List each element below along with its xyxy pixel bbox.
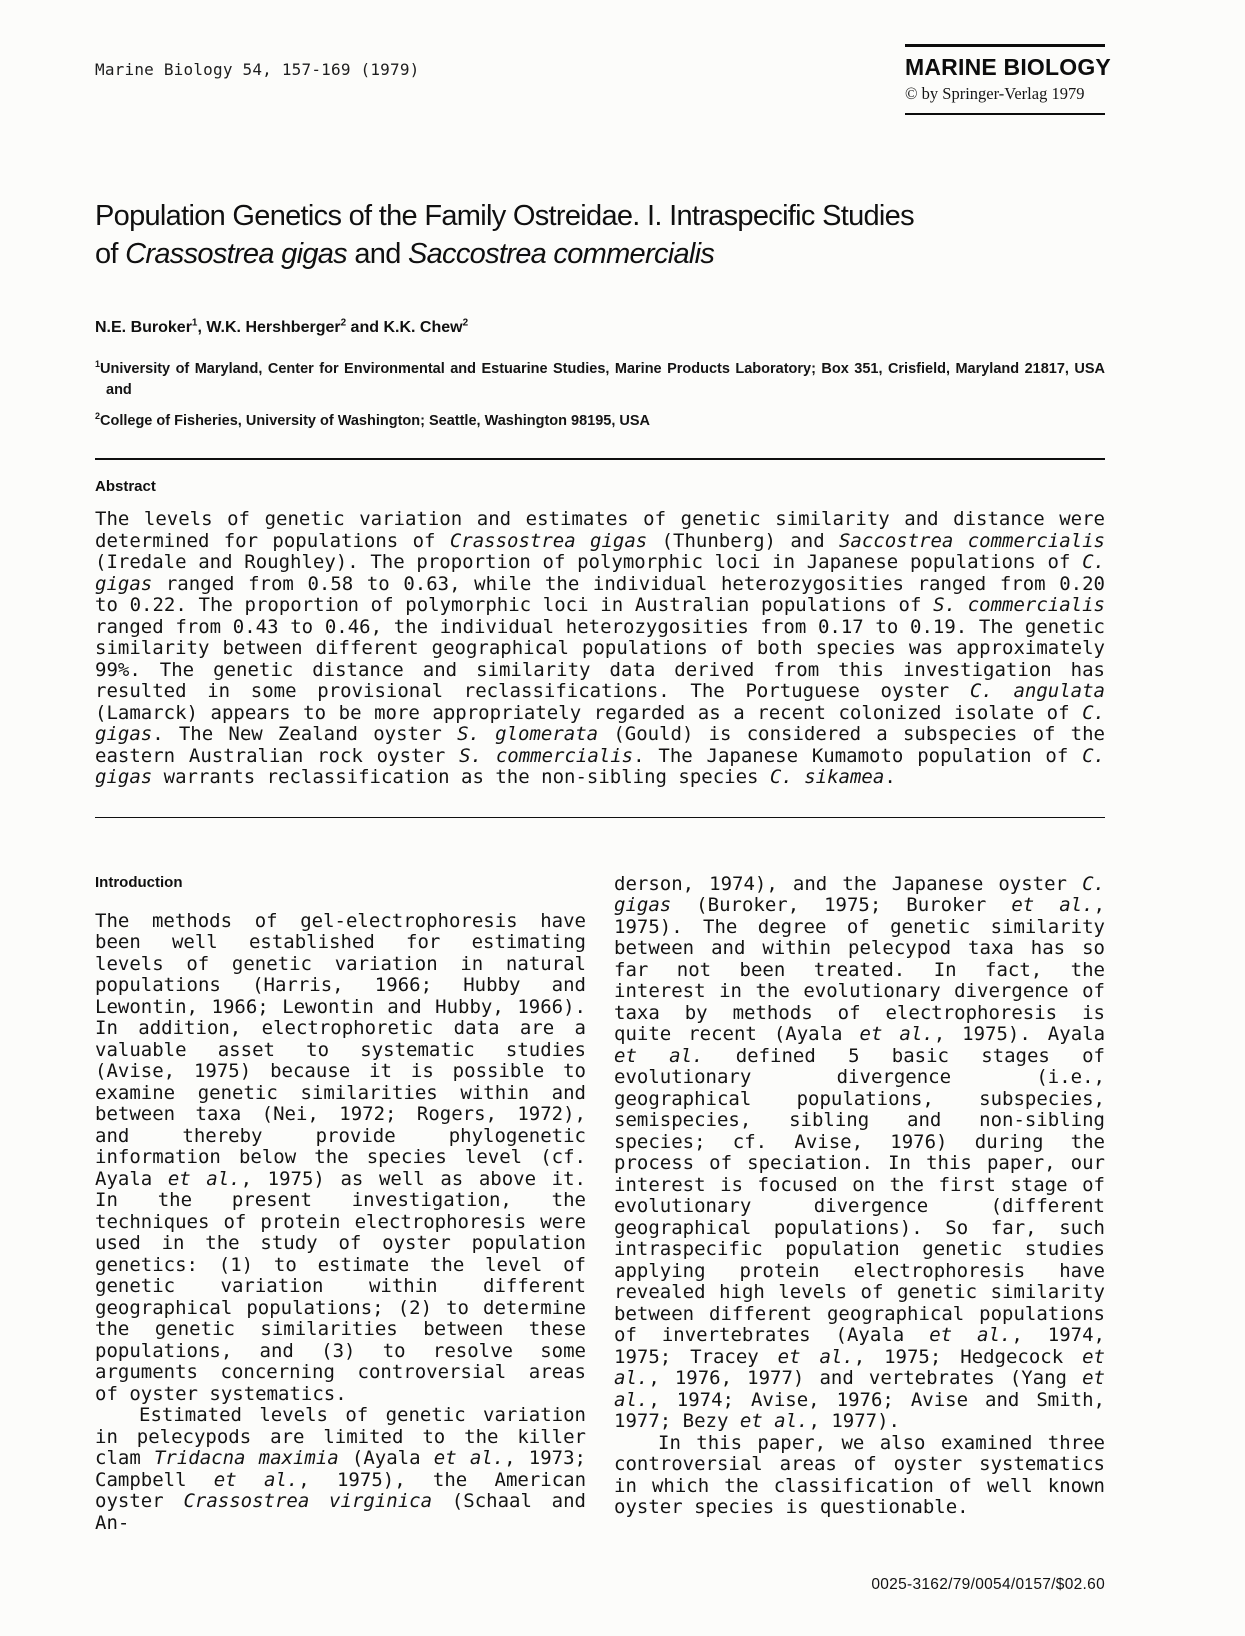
introduction-heading: Introduction [95, 873, 183, 891]
page-footer [871, 1576, 1105, 1594]
two-column-body [95, 874, 1105, 1535]
affiliation-1: $^1$University of Maryland, Center for Environmental and Estuarine Studies, Marine Products Laboratory; Box 351, Crisfield, Maryland 21817, USA and [95, 359, 1105, 398]
intro-paragraph-2: Estimated levels of genetic variation in pelecypods are limited to the killer clam Tridacna maximia (Ayala et al., 1973; Campbell et al., 1975), the American oyster Crassostrea virginica (Schaal and An- [95, 1404, 587, 1534]
abstract-heading: Abstract [95, 478, 156, 495]
masthead-bottom-rule [905, 113, 1105, 115]
journal-citation: Marine Biology 54, 157-169 (1979) [95, 60, 420, 79]
abstract-top-divider [95, 458, 1105, 460]
article-price-code: 0025-3162/79/0054/0157/$02.60 [871, 1576, 1105, 1593]
intro-paragraph-4: In this paper, we also examined three controversial areas of oyster systematics in which the classification of well known oyster species is questionable. [614, 1431, 1105, 1518]
intro-paragraph-3: derson, 1974), and the Japanese oyster C. gigas (Buroker, 1975; Buroker et al., 1975). The degree of genetic similarity between and within pelecypod taxa has so far not been treated. In fact, the interest in the evolutionary divergence of taxa by methods of electrophoresis is quite recent (Ayala et al., 1975). Ayala et al. defined 5 basic stages of evolutionary divergence (i.e., geographical populations, subspecies, semispecies, sibling and non-sibling species; cf. Avise, 1976) during the process of speciation. In this paper, our interest is focused on the first stage of evolutionary divergence (different geographical populations). So far, such intraspecific population genetic studies applying protein electrophoresis have revealed high levels of genetic similarity between different geographical populations of invertebrates (Ayala et al., 1974, 1975; Tracey et al., 1975; Hedgecock et al., 1976, 1977) and vertebrates (Yang et al., 1974; Avise, 1976; Avise and Smith, 1977; Bezy et al., 1977). [614, 872, 1106, 1432]
page-header [95, 44, 1111, 115]
copyright-line: © by Springer-Verlag 1979 [905, 84, 1085, 103]
abstract-body: The levels of genetic variation and estimates of genetic similarity and distance were determined for populations of Crassostrea gigas (Thunberg) and Saccostrea commercialis (Iredale and Roughley). The proportion of polymorphic loci in Japanese populations of C. gigas ranged from 0.58 to 0.63, while the individual heterozygosities ranged from 0.20 to 0.22. The proportion of polymorphic loci in Australian populations of S. commercialis ranged from 0.43 to 0.46, the individual heterozygosities from 0.17 to 0.19. The genetic similarity between different geographical populations of both species was approximately 99%. The genetic distance and similarity data derived from this investigation has resulted in some provisional reclassifications. The Portuguese oyster C. angulata (Lamarck) appears to be more appropriately regarded as a recent colonized isolate of C. gigas. The New Zealand oyster S. glomerata (Gould) is considered a subspecies of the eastern Australian rock oyster S. commercialis. The Japanese Kumamoto population of C. gigas warrants reclassification as the non-sibling species C. sikamea. [95, 508, 1105, 788]
abstract-bottom-divider [95, 817, 1105, 818]
authors-line: N.E. Buroker$^1$, W.K. Hershberger$^2$ and K.K. Chew$^2$ [95, 317, 469, 336]
masthead-top-rule [905, 44, 1105, 47]
left-column [95, 874, 586, 1535]
journal-name: MARINE BIOLOGY [905, 54, 1111, 80]
journal-masthead [905, 44, 1111, 115]
intro-paragraph-1: The methods of gel-electrophoresis have been well established for estimating levels of genetic variation in natural populations (Harris, 1966; Hubby and Lewontin, 1966; Lewontin and Hubby, 1966). In addition, electrophoretic data are a valuable asset to systematic studies (Avise, 1975) because it is possible to examine genetic similarities within and between taxa (Nei, 1972; Rogers, 1972), and thereby provide phylogenetic information below the species level (cf. Ayala et al., 1975) as well as above it. In the present investigation, the techniques of protein electrophoresis were used in the study of oyster population genetics: (1) to estimate the level of genetic variation within different geographical populations; (2) to determine the genetic similarities between these populations, and (3) to resolve some arguments concerning controversial areas of oyster systematics. [95, 909, 586, 1405]
right-column [614, 874, 1105, 1535]
affiliation-2: $^2$College of Fisheries, University of Washington; Seattle, Washington 98195, USA [95, 411, 651, 429]
article-title: Population Genetics of the Family Ostreidae. I. Intraspecific Studies of Crassostrea gigas and Saccostrea commercialis [95, 200, 914, 270]
